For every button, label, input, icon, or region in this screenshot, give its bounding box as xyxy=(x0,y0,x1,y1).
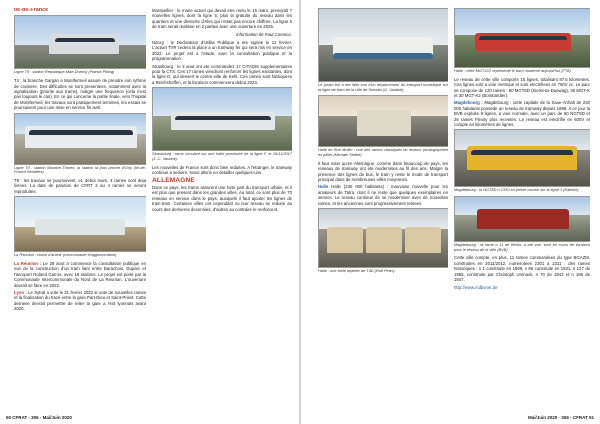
page-gutter xyxy=(299,0,301,424)
right-column-2 xyxy=(454,8,590,292)
tram-photo-7 xyxy=(318,208,448,268)
tram-photo-3 xyxy=(14,196,146,252)
tram-photo-2 xyxy=(14,113,146,165)
paragraph-nancy: Nancy : le Declaration d'Utilite Publique a ete signee le 12 fevrier. L'actuel TVR cedera la place a un tramway fer qui sera mis en service en 2022. Le projet est a l'etude, avec la consultation publique et la programmation. xyxy=(152,40,292,62)
photo-caption: Halle : cette MGT-K/2 represente le tram moderne aujourd'hui (FTA) xyxy=(454,68,571,73)
paragraph-lyon: Lyon : Le Sytral a vote le 21 fevrier 2022 le vote de nouvelles rames et la finalisation du tracé entre la gare Part-Dieu et Saint-Priest. Cette derniere devrait permettre de relier la gare a l'est lyonnais avant 2026. xyxy=(14,289,146,312)
paragraph-allemagne: Dans ce pays, les trams assurent une forte part du transport urbain, et il est plus que present dans les grandes villes. Au total, ce sont plus de 70 reseaux en service dans le pays, auxquels il faut ajouter les lignes de train-tram. Certaines villes ont cependant vu leur reseau se reduire au cours des dernieres decennies, d'autres au contraire le renforcent. xyxy=(152,184,292,212)
paragraph-new-networks: Les nouvelles de France sont donc bien reduites. A l'etranger, le tramway continue a seduire. Nous allons en detailler quelques-uns. xyxy=(152,164,292,176)
tram-photo-1 xyxy=(14,15,146,69)
paragraph-halle: Halle Halle (240 000 habitants) : mauvaise nouvelle pour les amateurs de Tatra, dont il ne reste que quelques exemplaires en service. Le reseau continue de se moderniser avec de nouvelles rames, et les anciennes sont progressivement retirees. xyxy=(318,184,448,206)
left-column-1 xyxy=(14,8,146,314)
photo-caption: La Reunion : vision d'avenir (communaute d'agglomeration) xyxy=(14,252,117,258)
photo-caption: Strasbourg : rame circulant sur une halte provisoire de la ligne F, le 26/11/2017 (J.-C. Vaudoit). xyxy=(152,151,292,161)
left-folio: 50 CFRAT · 306 · Mai/Juin 2020 xyxy=(6,415,72,420)
paragraph-halle-network: Le reseau de cette ville comporte 15 lignes, totalisant 87,6 kilometres. Ces lignes sont a voie metrique et sont electrifiees en 750V cc. Le parc se compose de 120 rames : 60 MGT6D (Siemens-Duewag), 30 MGT-K et 30 MGT-K2 (Bombardier). xyxy=(454,76,590,98)
tram-photo-8 xyxy=(454,8,590,68)
tram-photo-4 xyxy=(152,87,292,151)
tram-photo-6 xyxy=(318,95,448,147)
photo-caption: Magdebourg : la rame n 11 de Berlin, a ete vue, sont en cours de livraison pour le reseau de la ville (BVB) xyxy=(454,242,590,252)
photo-caption: Halle en Rue Muller : une des rames classiques du reseau, photographiee en juillet (Michael Seifert) xyxy=(318,147,448,158)
left-column-2 xyxy=(152,8,292,214)
right-folio: Mai/Juin 2020 · 306 · CFRAT 51 xyxy=(528,415,594,420)
paragraph-montpellier: Montpellier : le maire actuel qui devait etre reelu le 15 mars, prevoyait 7 nouvelles lignes, dont la ligne 5, plus la gratuite du reseau dans les quartiers et une desserte d'Ales qui n'etait pas encore chiffree. La ligne 5 de tram serait realisee en 2 parties avec une ouverture en 2025. xyxy=(152,8,292,30)
paragraph-magdebourg: Magdebourg : Magdebourg : cette capitale de la Saxe-Anhalt de 230 000 habitants possede un reseau de tramway depuis 1899. A ce jour la BVB exploite 9 lignes, a voie normale, avec un parc de 60 NGT8D et 26 rames Flexity plus recentes. Le reseau est electrifie en 600V et compte 64 kilometres de lignes. xyxy=(454,100,590,127)
paragraph-magdebourg-2: Cette ville compte, en plus, 11 rames commandees du type BGAZM, construites en 2011/2012, numerotees 2301 a 2311 : des rames historiques : n 1 construite en 1899, n 86 construite en 1931, n 127 de 1955, construite par Christoph Unmack, n 70 de 1943 et n 196 de 1947. xyxy=(454,255,590,283)
reference-link[interactable]: http://www.mdbvnet.de xyxy=(454,284,498,290)
photo-caption: Le photo est a ete faite lors d'un deplacement du transport touristique sur la ligne de tram de la ville de Stendal (G. Vaudoit) xyxy=(318,82,448,92)
signature-line: Information de Paul Carenco. xyxy=(236,31,292,37)
paragraph-reunion: La Réunion : Le 28 aout a commence la consultation publique en vue de la construction d'un tram liant entre Barachois, Duparc et l'aeroport Roland Garros, avec 18 stations. Le projet est porte par la Communaute Intercommunale du Nord de La Reunion. L'ouverture devrait se faire en 2022. xyxy=(14,260,146,288)
region-heading: Ile-de-France xyxy=(14,8,49,13)
paragraph-t9: T9 : les travaux se poursuivent, et, debut mars, 4 rames sont deja livrees. La date de parution de CFRT 3 au 4 rames se seront reproduites. xyxy=(14,177,146,194)
paragraph-strasbourg: Strasbourg : le 3 aout ont ete commandes 17 CITADIS supplementaires pour la CTS. Ces 17 rames viendront renforcer les lignes existantes, dont la ligne D, qui dessert le centre-ville de Kehl. Ces rames sont fabriquees a Reichshoffen, et la livraison commencera debut 2023. xyxy=(152,63,292,85)
photo-caption: Ligne T9 : station Maurice-Thorez, la station la plus proche d'Orly (Ile-de-France Mobilites) xyxy=(14,164,146,175)
tram-photo-5 xyxy=(318,8,448,82)
photo-caption: Magdebourg : la NGT8D n 1330 en pleine course sur la ligne 1 (Kalinke) xyxy=(454,187,579,193)
section-title: ALLEMAGNE xyxy=(152,176,195,184)
tram-photo-10 xyxy=(454,196,590,242)
right-column-1 xyxy=(318,8,448,277)
photo-caption: Ligne T9 : station Republique-Mae-Dornoy (Patrick Pilling) xyxy=(14,69,115,75)
photo-caption: Halle : une belle triplette de T4D (Ralf Peter). xyxy=(318,268,396,274)
paragraph-halle-intro: Il faut noter qu'en Allemagne, comme dans beaucoup de pays, les reseaux de tramway ont ete modernises au fil des ans. Malgre la presence des lignes de bus, le tram y reste le mode de transport principal dans de nombreuses villes moyennes. xyxy=(318,160,448,183)
tram-photo-9 xyxy=(454,129,590,187)
paragraph-t4: T4 : la branche Gargan a Montfermeil assure de prendre son rythme de croisiere. Des difficultes se sont presentees, notamment avec la signalisation (priorite aux trams), malgre une frequence (cela n'est pas toujours le cas). En ce qui concerne la partie finale, vers l'hopital de Montfermeil, les travaux sont pratiquement termines, les essais se poursuivent pour une mise en service fin avril. xyxy=(14,78,146,111)
